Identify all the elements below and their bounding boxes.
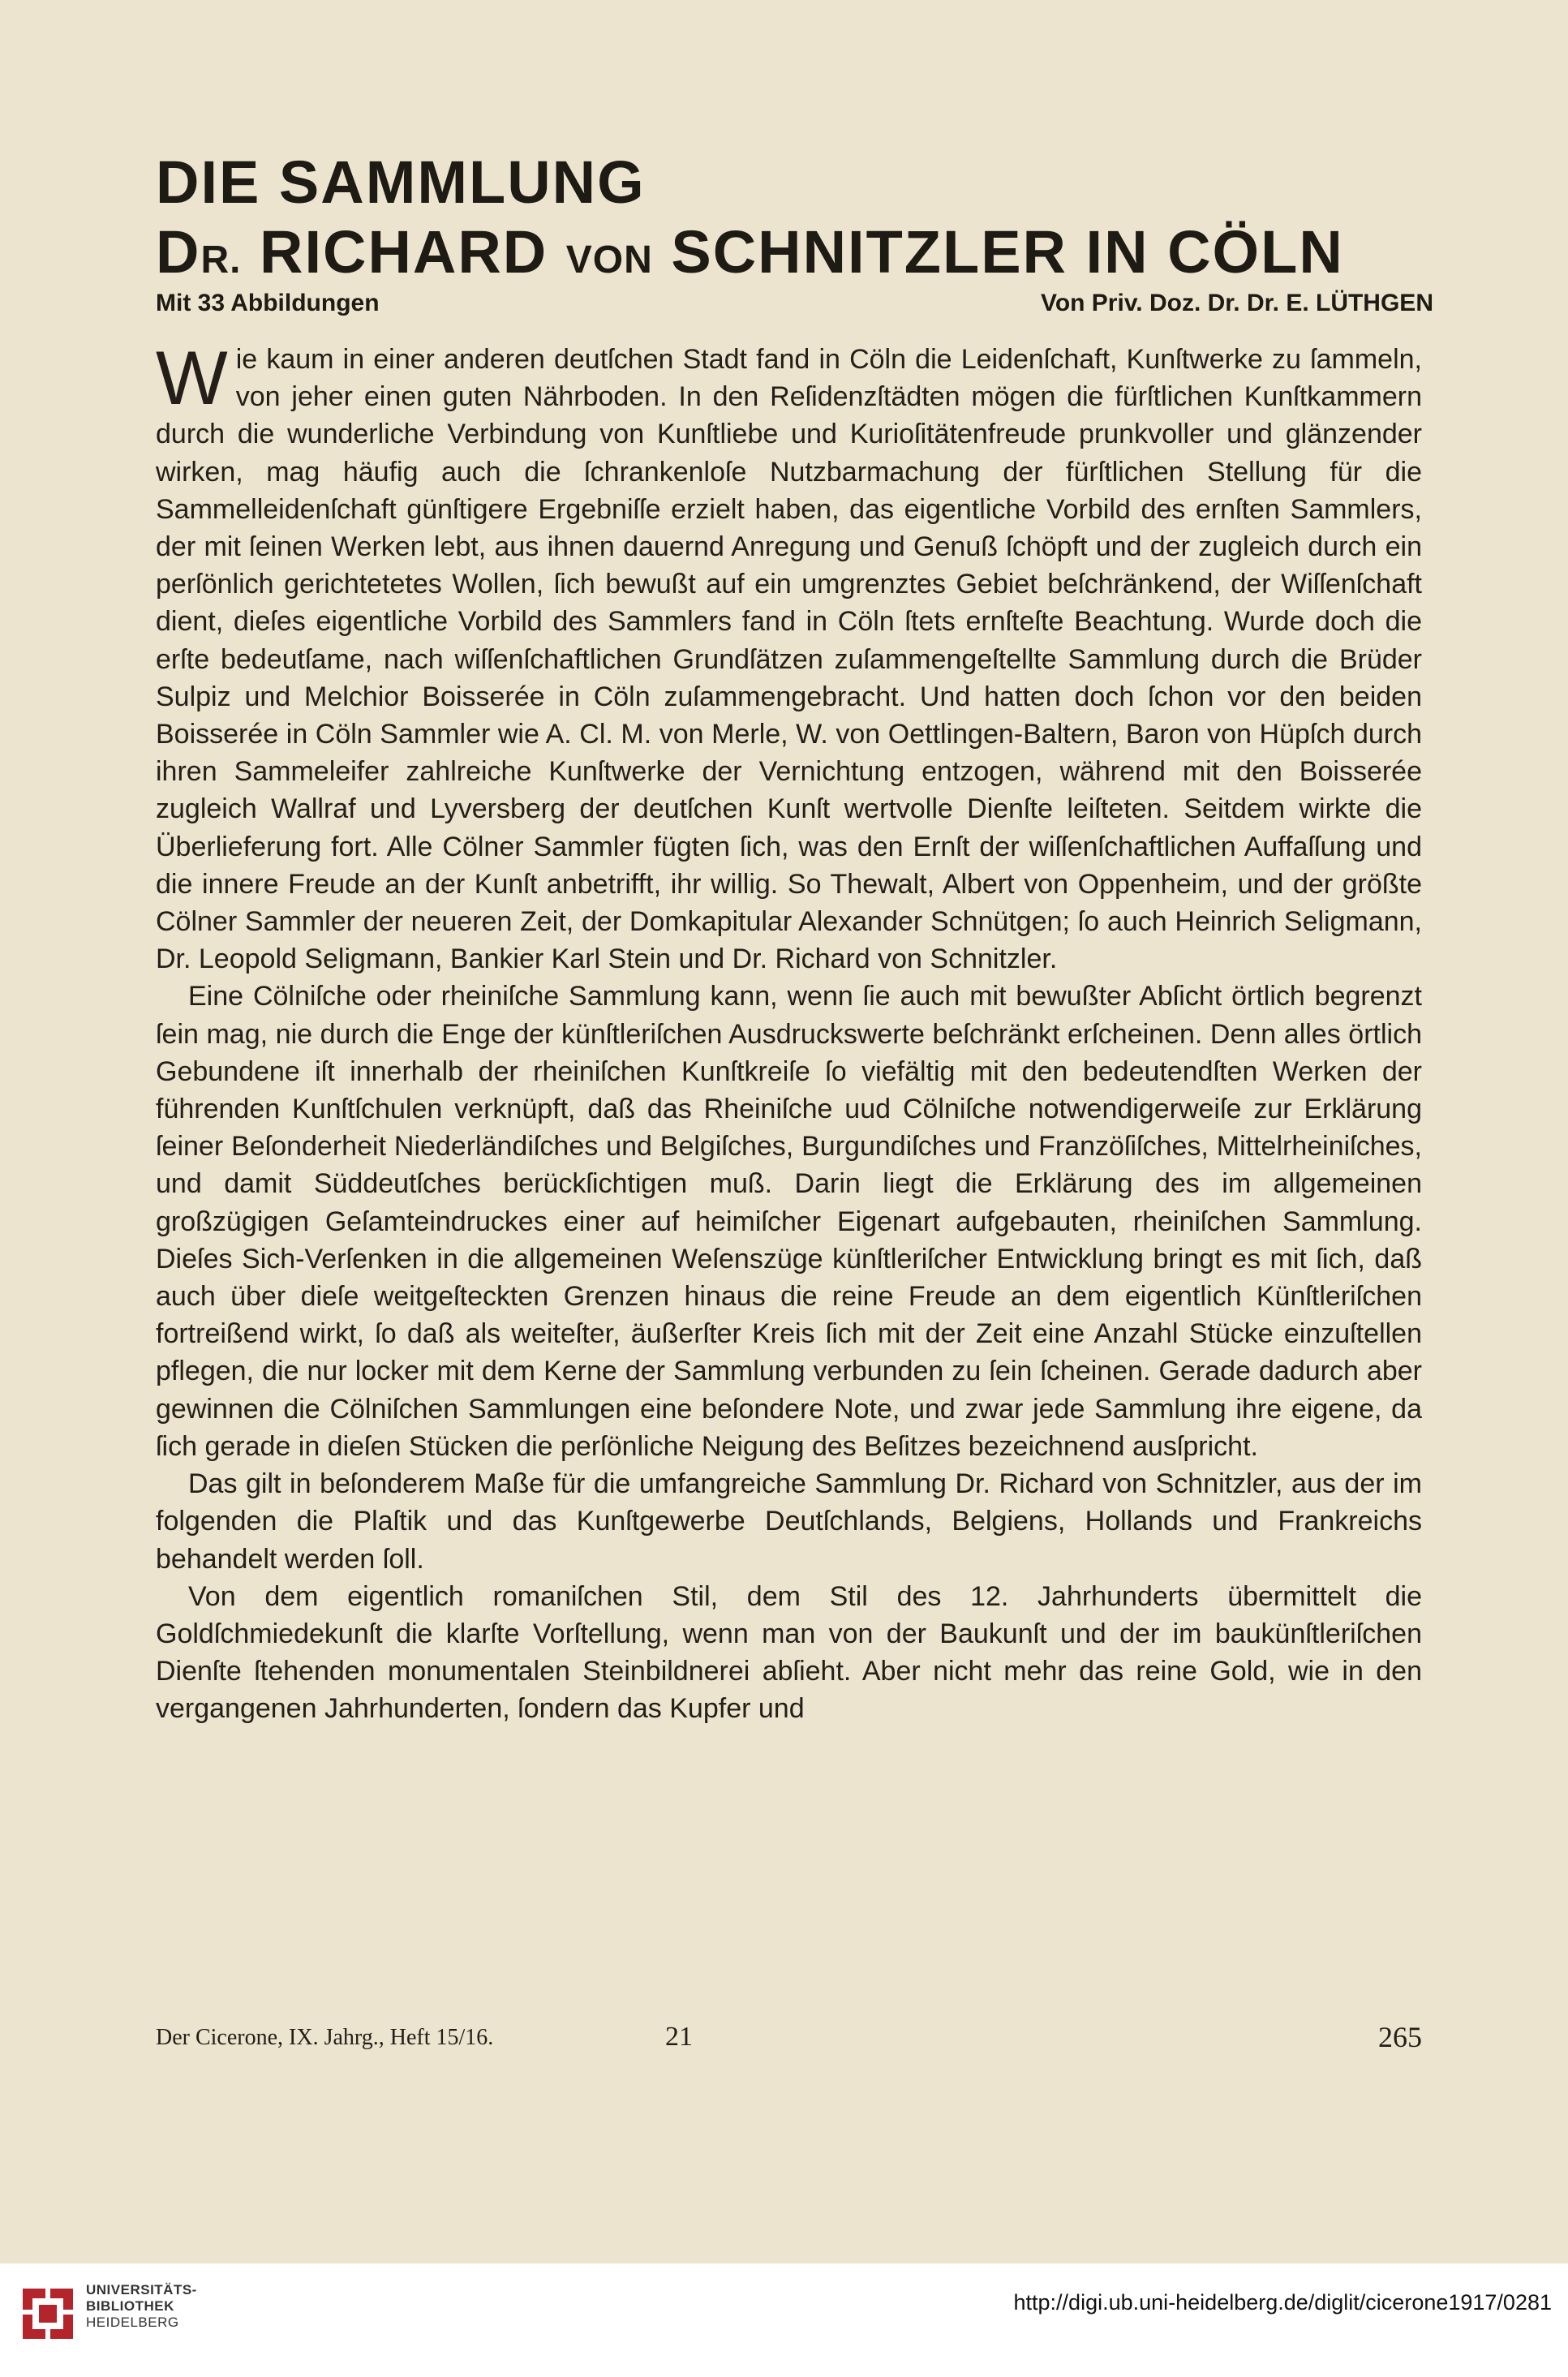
library-emblem-icon — [18, 2282, 79, 2352]
source-url-link[interactable]: http://digi.ub.uni-heidelberg.de/diglit/cicerone1917/0281 — [1013, 2290, 1552, 2315]
headline-line-1: DIE SAMMLUNG — [156, 148, 646, 216]
paragraph-4: Von dem eigentlich romaniſchen Stil, dem Stil des 12. Jahrhunderts übermittelt die Goldſchmiedekunſt die klarſte Vorſtellung, wenn man von der Baukunſt und der im baukünſtleriſchen Dienſte ſtehenden monumentalen Steinbildnerei abſieht. Aber nicht mehr das reine Gold, wie in den vergangenen Jahrhunderten, ſondern das Kupfer und — [156, 1580, 1422, 1725]
paragraph-3: Das gilt in beſonderem Maße für die umfangreiche Sammlung Dr. Richard von Schnitzler, aus der im folgenden die Plaſtik und das Kunſtgewerbe Deutſchlands, Belgiens, Hollands und Frankreichs behandelt werden ſoll. — [156, 1468, 1422, 1575]
library-name-line-3: HEIDELBERG — [86, 2315, 179, 2330]
paragraph-2: Eine Cölniſche oder rheiniſche Sammlung kann, wenn ſie auch mit bewußter Abſicht örtlich begrenzt ſein mag, nie durch die Enge der künſtleriſchen Ausdruckswerte beſchränkt erſcheinen. Denn alles örtlich Gebundene iſt innerhalb der rheiniſchen Kunſtkreiſe ſo viefältig mit den bedeutendſten Werken der führenden Kunſtſchulen verknüpft, daß das Rheiniſche uud Cölniſche notwendigerweiſe zur Erklärung ſeiner Beſonderheit Niederländiſches und Belgiſches, Burgundiſches und Franzöſiſches, Mittelrheiniſches, und damit Süddeutſches berückſichtigen muß. Darin liegt die Erklärung des im allgemeinen großzügigen Geſamteindruckes einer auf heimiſcher Eigenart aufgebauten, rheiniſchen Sammlung. Dieſes Sich-Verſenken in die allgemeinen Weſenszüge künſtleriſcher Entwicklung bringt es mit ſich, daß auch über dieſe weitgeſteckten Grenzen hinaus die reine Freude an dem eigentlich Künſtleriſchen fortreißend wirkt, ſo daß als weiteſter, äußerſter Kreis ſich mit der Zeit eine Anzahl Stücke einzuſtellen pflegen, die nur locker mit dem Kerne der Sammlung verbunden zu ſein ſcheinen. Gerade dadurch aber gewinnen die Cölniſchen Sammlungen eine beſondere Note, und zwar jede Sammlung ihre eigene, da ſich gerade in dieſen Stücken die perſönliche Neigung des Beſitzes bezeichnend ausſpricht. — [156, 981, 1422, 1462]
paragraph-1-text: ie kaum in einer anderen deutſchen Stadt fand in Cöln die Leidenſchaft, Kunſtwerke zu ſammeln, von jeher einen guten Nährboden. In den Reſidenzſtädten mögen die fürſtlichen Kunſtkammern durch die wunderliche Verbindung von Kunſtliebe und Kurioſitätenfreude prunkvoller und glänzender wirken, mag häufig auch die ſchrankenloſe Nutzbarmachung der fürſtlichen Stellung für die Sammelleidenſchaft günſtigere Ergebniſſe erzielt haben, das eigentliche Vorbild des ernſten Sammlers, der mit ſeinen Werken lebt, aus ihnen dauernd Anregung und Genuß ſchöpft und der zugleich durch ein perſönlich gerichtetetes Wollen, ſich bewußt auf ein umgrenztes Gebiet beſchränkend, der Wiſſenſchaft dient, dieſes eigentliche Vorbild des Sammlers fand in Cöln ſtets ernſteſte Beachtung. Wurde doch die erſte bedeutſame, nach wiſſenſchaftlichen Grundſätzen zuſammengeſtellte Sammlung durch die Brüder Sulpiz und Melchior Boisserée in Cöln zuſammengebracht. Und hatten doch ſchon vor den beiden Boisserée in Cöln Sammler wie A. Cl. M. von Merle, W. von Oettlingen-Baltern, Baron von Hüpſch durch ihren Sammeleifer zahlreiche Kunſtwerke der Vernichtung entzogen, während mit den Boisserée zugleich Wallraf und Lyversberg der deutſchen Kunſt wertvolle Dienſte leiſteten. Seitdem wirkte die Überlieferung fort. Alle Cölner Sammler fügten ſich, was den Ernſt der wiſſenſchaftlichen Auffaſſung und die innere Freude an der Kunſt anbetrifft, ihr willig. So Thewalt, Albert von Oppenheim, und der größte Cölner Sammler der neueren Zeit, der Domkapitular Alexander Schnütgen; ſo auch Heinrich Seligmann, Dr. Leopold Seligmann, Bankier Karl Stein und Dr. Richard von Schnitzler. — [156, 344, 1422, 975]
drop-cap: W — [156, 335, 228, 420]
library-logo[interactable] — [18, 2282, 245, 2355]
journal-reference: Der Cicerone, IX. Jahrg., Heft 15/16. — [156, 2025, 494, 2050]
article-headline — [156, 148, 1433, 295]
headline-dr: D — [156, 218, 201, 286]
headline-dr-suffix: R. — [200, 239, 242, 282]
library-name — [86, 2282, 197, 2331]
headline-name: RICHARD — [260, 218, 548, 286]
library-name-line-2: BIBLIOTHEK — [86, 2298, 174, 2314]
signature-mark: 21 — [665, 2022, 693, 2052]
library-name-line-1: UNIVERSITÄTS- — [86, 2282, 197, 2297]
page-number: 265 — [1378, 2021, 1422, 2053]
page-footer — [156, 2020, 1422, 2057]
paragraph-1 — [156, 335, 1422, 978]
headline-line-2 — [156, 217, 1433, 295]
illustration-count: Mit 33 Abbildungen — [156, 290, 380, 316]
article-body — [156, 335, 1422, 1728]
headline-rest: SCHNITZLER IN CÖLN — [671, 218, 1344, 286]
author-line: Von Priv. Doz. Dr. Dr. E. LÜTHGEN — [1041, 290, 1433, 316]
headline-von: VON — [565, 239, 653, 282]
